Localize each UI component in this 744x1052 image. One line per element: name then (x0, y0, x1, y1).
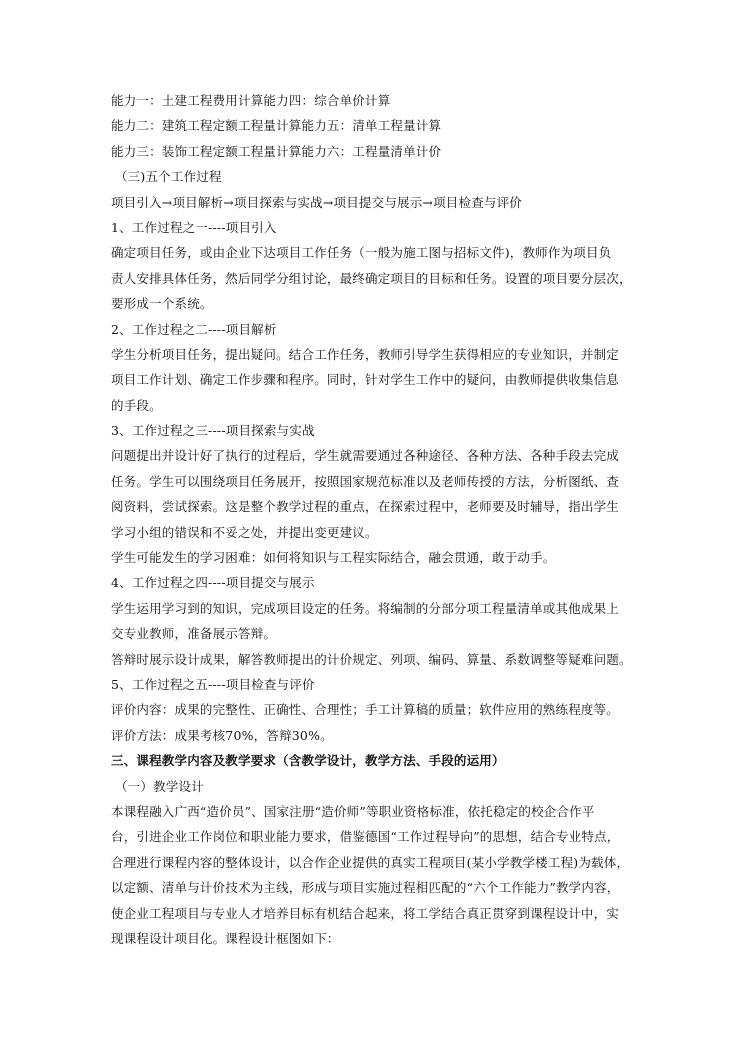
paragraph-line: 答辩时展示设计成果，解答教师提出的计价规定、列项、编码、算量、系数调整等疑难问题。 (111, 651, 632, 667)
ability-line-2: 能力二：建筑工程定额工程量计算能力五：清单工程量计算 (111, 118, 442, 134)
process-1-heading: 1、工作过程之一----项目引入 (111, 219, 277, 235)
paragraph-line: 学生分析项目任务，提出疑问。结合工作任务，教师引导学生获得相应的专业知识，并制定 (111, 346, 620, 362)
ability-line-1: 能力一：土建工程费用计算能力四：综合单价计算 (111, 93, 391, 108)
paragraph-line: 确定项目任务，或由企业下达项目工作任务（一般为施工图与招标文件)，教师作为项目负 (111, 245, 612, 261)
process-2-heading: 2、工作过程之二----项目解析 (111, 321, 277, 337)
process-5-heading: 5、工作过程之五----项目检查与评价 (111, 676, 315, 692)
paragraph-line: 学生可能发生的学习困难：如何将知识与工程实际结合，融会贯通，敢于动手。 (111, 550, 556, 566)
ability-line-3: 能力三：装饰工程定额工程量计算能力六：工程量清单计价 (111, 143, 442, 159)
subsection-heading-teaching-design: （一）教学设计 (115, 778, 204, 794)
paragraph-line: 交专业教师，准备展示答辩。 (111, 626, 277, 642)
paragraph-line: 问题提出并设计好了执行的过程后，学生就需要通过各种途径、各种方法、各种手段去完成 (111, 448, 620, 464)
process-flow: 项目引入→项目解析→项目探索与实战→项目提交与展示→项目检查与评价 (111, 194, 522, 210)
paragraph-line: 学生运用学习到的知识，完成项目设定的任务。将编制的分部分项工程量清单或其他成果上 (111, 600, 620, 616)
section-heading-course-content: 三、课程教学内容及教学要求（含教学设计，教学方法、手段的运用） (111, 753, 505, 769)
paragraph-line: 学习小组的错误和不妥之处，并提出变更建议。 (111, 524, 378, 540)
paragraph-line: 要形成一个系统。 (111, 296, 213, 312)
paragraph-line: 本课程融入广西“造价员”、国家注册“造价师”等职业资格标准，依托稳定的校企合作平 (111, 803, 595, 819)
paragraph-line: 评价方法：成果考核70%，答辩30%。 (111, 727, 333, 743)
paragraph-line: 台，引进企业工作岗位和职业能力要求，借鉴德国“工作过程导向”的思想，结合专业特点， (111, 829, 620, 845)
process-3-heading: 3、工作过程之三----项目探索与实战 (111, 423, 315, 439)
paragraph-line: 使企业工程项目与专业人才培养目标有机结合起来，将工学结合真正贯穿到课程设计中，实 (111, 905, 620, 921)
document-body (111, 88, 646, 951)
section-heading-five-processes: （三)五个工作过程 (115, 169, 222, 185)
paragraph-line: 评价内容：成果的完整性、正确性、合理性；手工计算稿的质量；软件应用的熟练程度等。 (111, 702, 620, 718)
paragraph-line: 合理进行课程内容的整体设计，以合作企业提供的真实工程项目(某小学教学楼工程)为载体， (111, 854, 630, 870)
paragraph-line: 阅资料，尝试探索。这是整个教学过程的重点，在探索过程中，老师要及时辅导，指出学生 (111, 499, 620, 515)
paragraph-line: 以定额、清单与计价技术为主线，形成与项目实施过程相匹配的“六个工作能力”教学内容， (111, 880, 620, 896)
paragraph-line: 现课程设计项目化。课程设计框图如下： (111, 930, 340, 946)
paragraph-line: 项目工作计划、确定工作步骤和程序。同时，针对学生工作中的疑问，由教师提供收集信息 (111, 372, 620, 388)
paragraph-line: 任务。学生可以围绕项目任务展开，按照国家规范标准以及老师传授的方法，分析图纸、查 (111, 473, 620, 489)
paragraph-line: 的手段。 (111, 397, 162, 413)
process-4-heading: 4、工作过程之四----项目提交与展示 (111, 575, 315, 591)
paragraph-line: 责人安排具体任务，然后同学分组讨论，最终确定项目的目标和任务。设置的项目要分层次， (111, 270, 632, 286)
